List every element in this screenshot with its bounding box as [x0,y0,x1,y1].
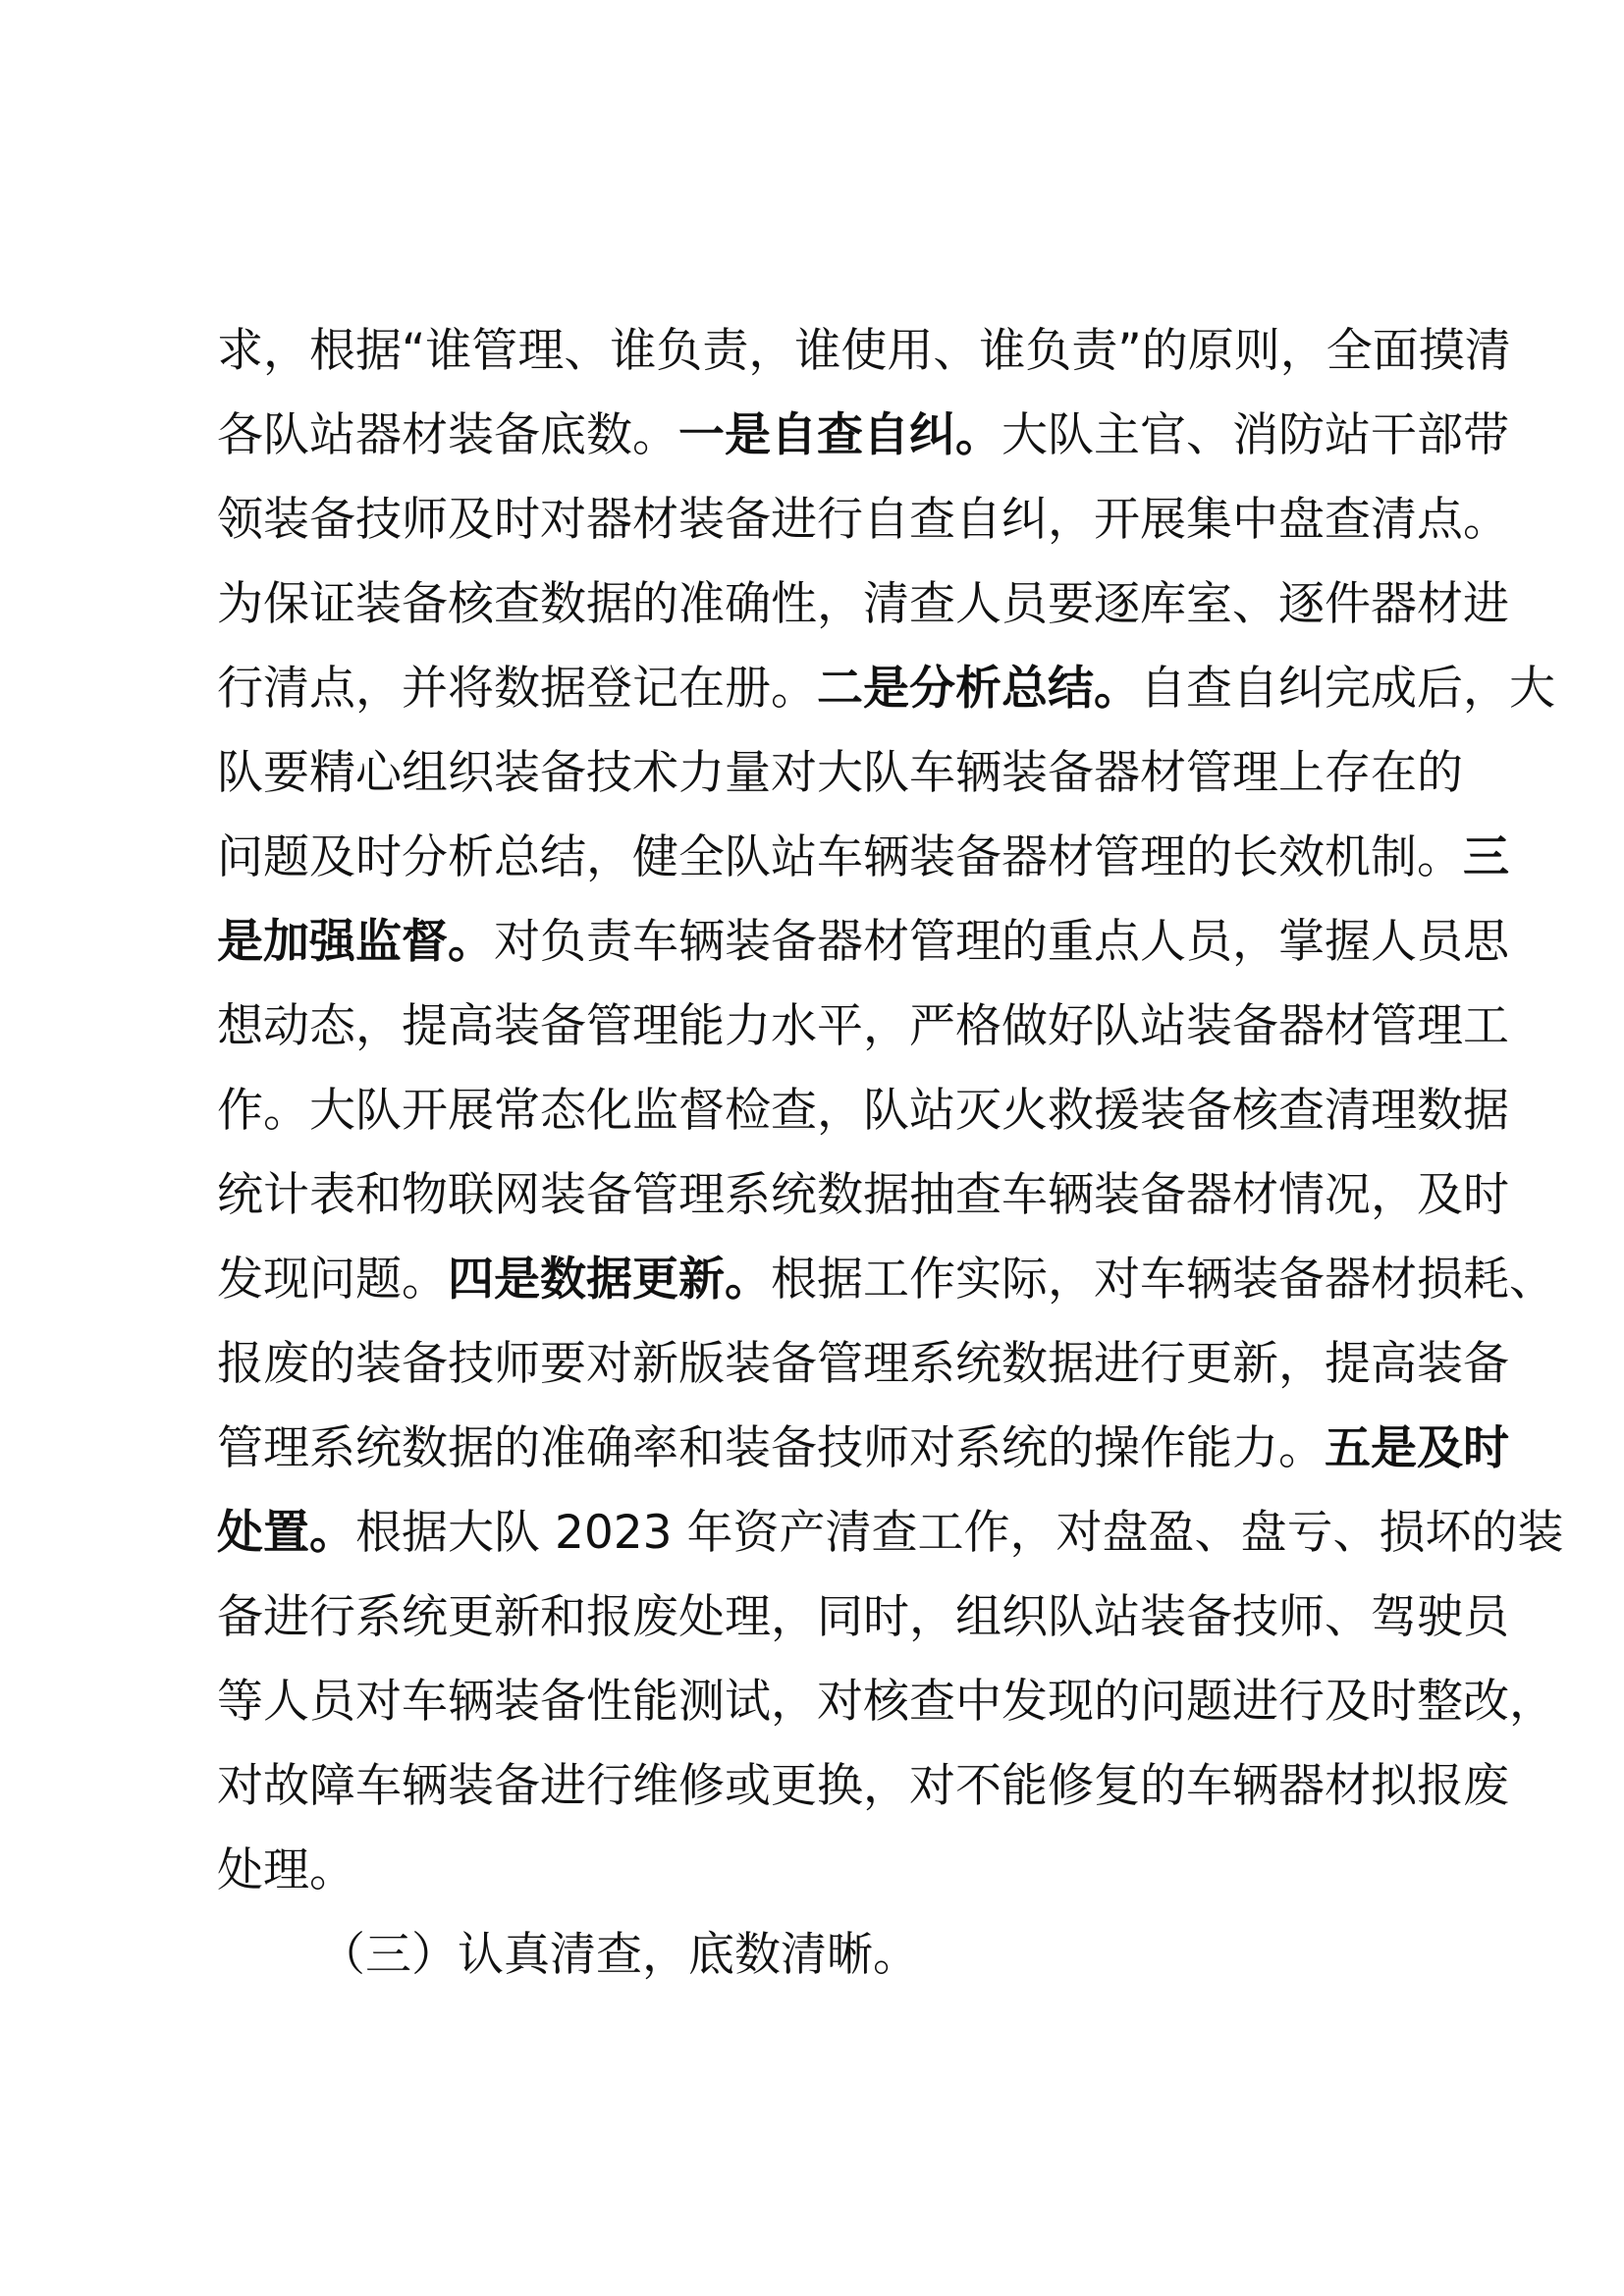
text-line [217,1744,1509,1829]
bold-key-point: 五是及时 [1325,1421,1509,1475]
bold-key-point: 处置。 [217,1506,355,1560]
text-line [217,900,1509,985]
text-line [217,1407,1509,1491]
text-line [217,1491,1564,1575]
text-segment: 行清点，并将数据登记在册。 [217,662,817,716]
text-segment: 管理系统数据的准确率和装备技师对系统的操作能力。 [217,1421,1325,1475]
text-segment: 根据大队 2023 年资产清查工作，对盘盈、盘亏、损坏的装 [355,1506,1564,1560]
text-segment: 大队主官、消防站干部带 [1001,408,1509,462]
text-segment: 为保证装备核查数据的准确性，清查人员要逐库室、逐件器材进 [217,577,1509,631]
bold-key-point: 三 [1463,830,1509,884]
text-line [217,1575,1509,1660]
text-segment: 对故障车辆装备进行维修或更换，对不能修复的车辆器材拟报废 [217,1759,1509,1813]
text-segment: 队要精心组织装备技术力量对大队车辆装备器材管理上存在的 [217,746,1463,800]
text-segment: 想动态，提高装备管理能力水平，严格做好队站装备器材管理工 [217,999,1509,1053]
section-heading: （三）认真清查，底数清晰。 [319,1928,919,1982]
text-line [217,647,1555,731]
text-segment: 报废的装备技师要对新版装备管理系统数据进行更新，提高装备 [217,1337,1509,1391]
text-line [217,1660,1555,1744]
text-segment: 对负责车辆装备器材管理的重点人员，掌握人员思 [494,915,1509,969]
text-segment: 处理。 [217,1843,355,1897]
text-segment: 领装备技师及时对器材装备进行自查自纠，开展集中盘查清点。 [217,493,1509,547]
document-body [217,309,1564,1998]
bold-key-point: 是加强监督。 [217,915,494,969]
text-segment: 等人员对车辆装备性能测试，对核查中发现的问题进行及时整改， [217,1675,1555,1729]
text-line [217,1238,1555,1322]
text-line [217,1322,1509,1407]
text-segment: 统计表和物联网装备管理系统数据抽查车辆装备器材情况，及时 [217,1168,1509,1222]
text-line [217,731,1463,816]
text-line [217,394,1509,478]
text-line [217,816,1509,900]
text-line [217,562,1509,647]
text-line [217,1153,1509,1238]
text-line [217,985,1509,1069]
text-segment: 发现问题。 [217,1253,448,1307]
text-segment: 问题及时分析总结，健全队站车辆装备器材管理的长效机制。 [217,830,1463,884]
text-line [217,478,1509,562]
text-segment: 求，根据“谁管理、谁负责，谁使用、谁负责”的原则，全面摸清 [217,324,1511,378]
text-line [217,1069,1509,1153]
bold-key-point: 二是分析总结。 [817,662,1140,716]
text-segment: 根据工作实际，对车辆装备器材损耗、 [771,1253,1555,1307]
text-segment: 各队站器材装备底数。 [217,408,678,462]
bold-key-point: 一是自查自纠。 [678,408,1001,462]
text-line [217,309,1511,394]
text-segment: 作。大队开展常态化监督检查，队站灭火救援装备核查清理数据 [217,1084,1509,1138]
text-segment: 自查自纠完成后，大 [1140,662,1555,716]
text-line [217,1829,1428,1913]
bold-key-point: 四是数据更新。 [448,1253,771,1307]
paragraph [217,309,1564,1913]
text-segment: 备进行系统更新和报废处理，同时，组织队站装备技师、驾驶员 [217,1590,1509,1644]
